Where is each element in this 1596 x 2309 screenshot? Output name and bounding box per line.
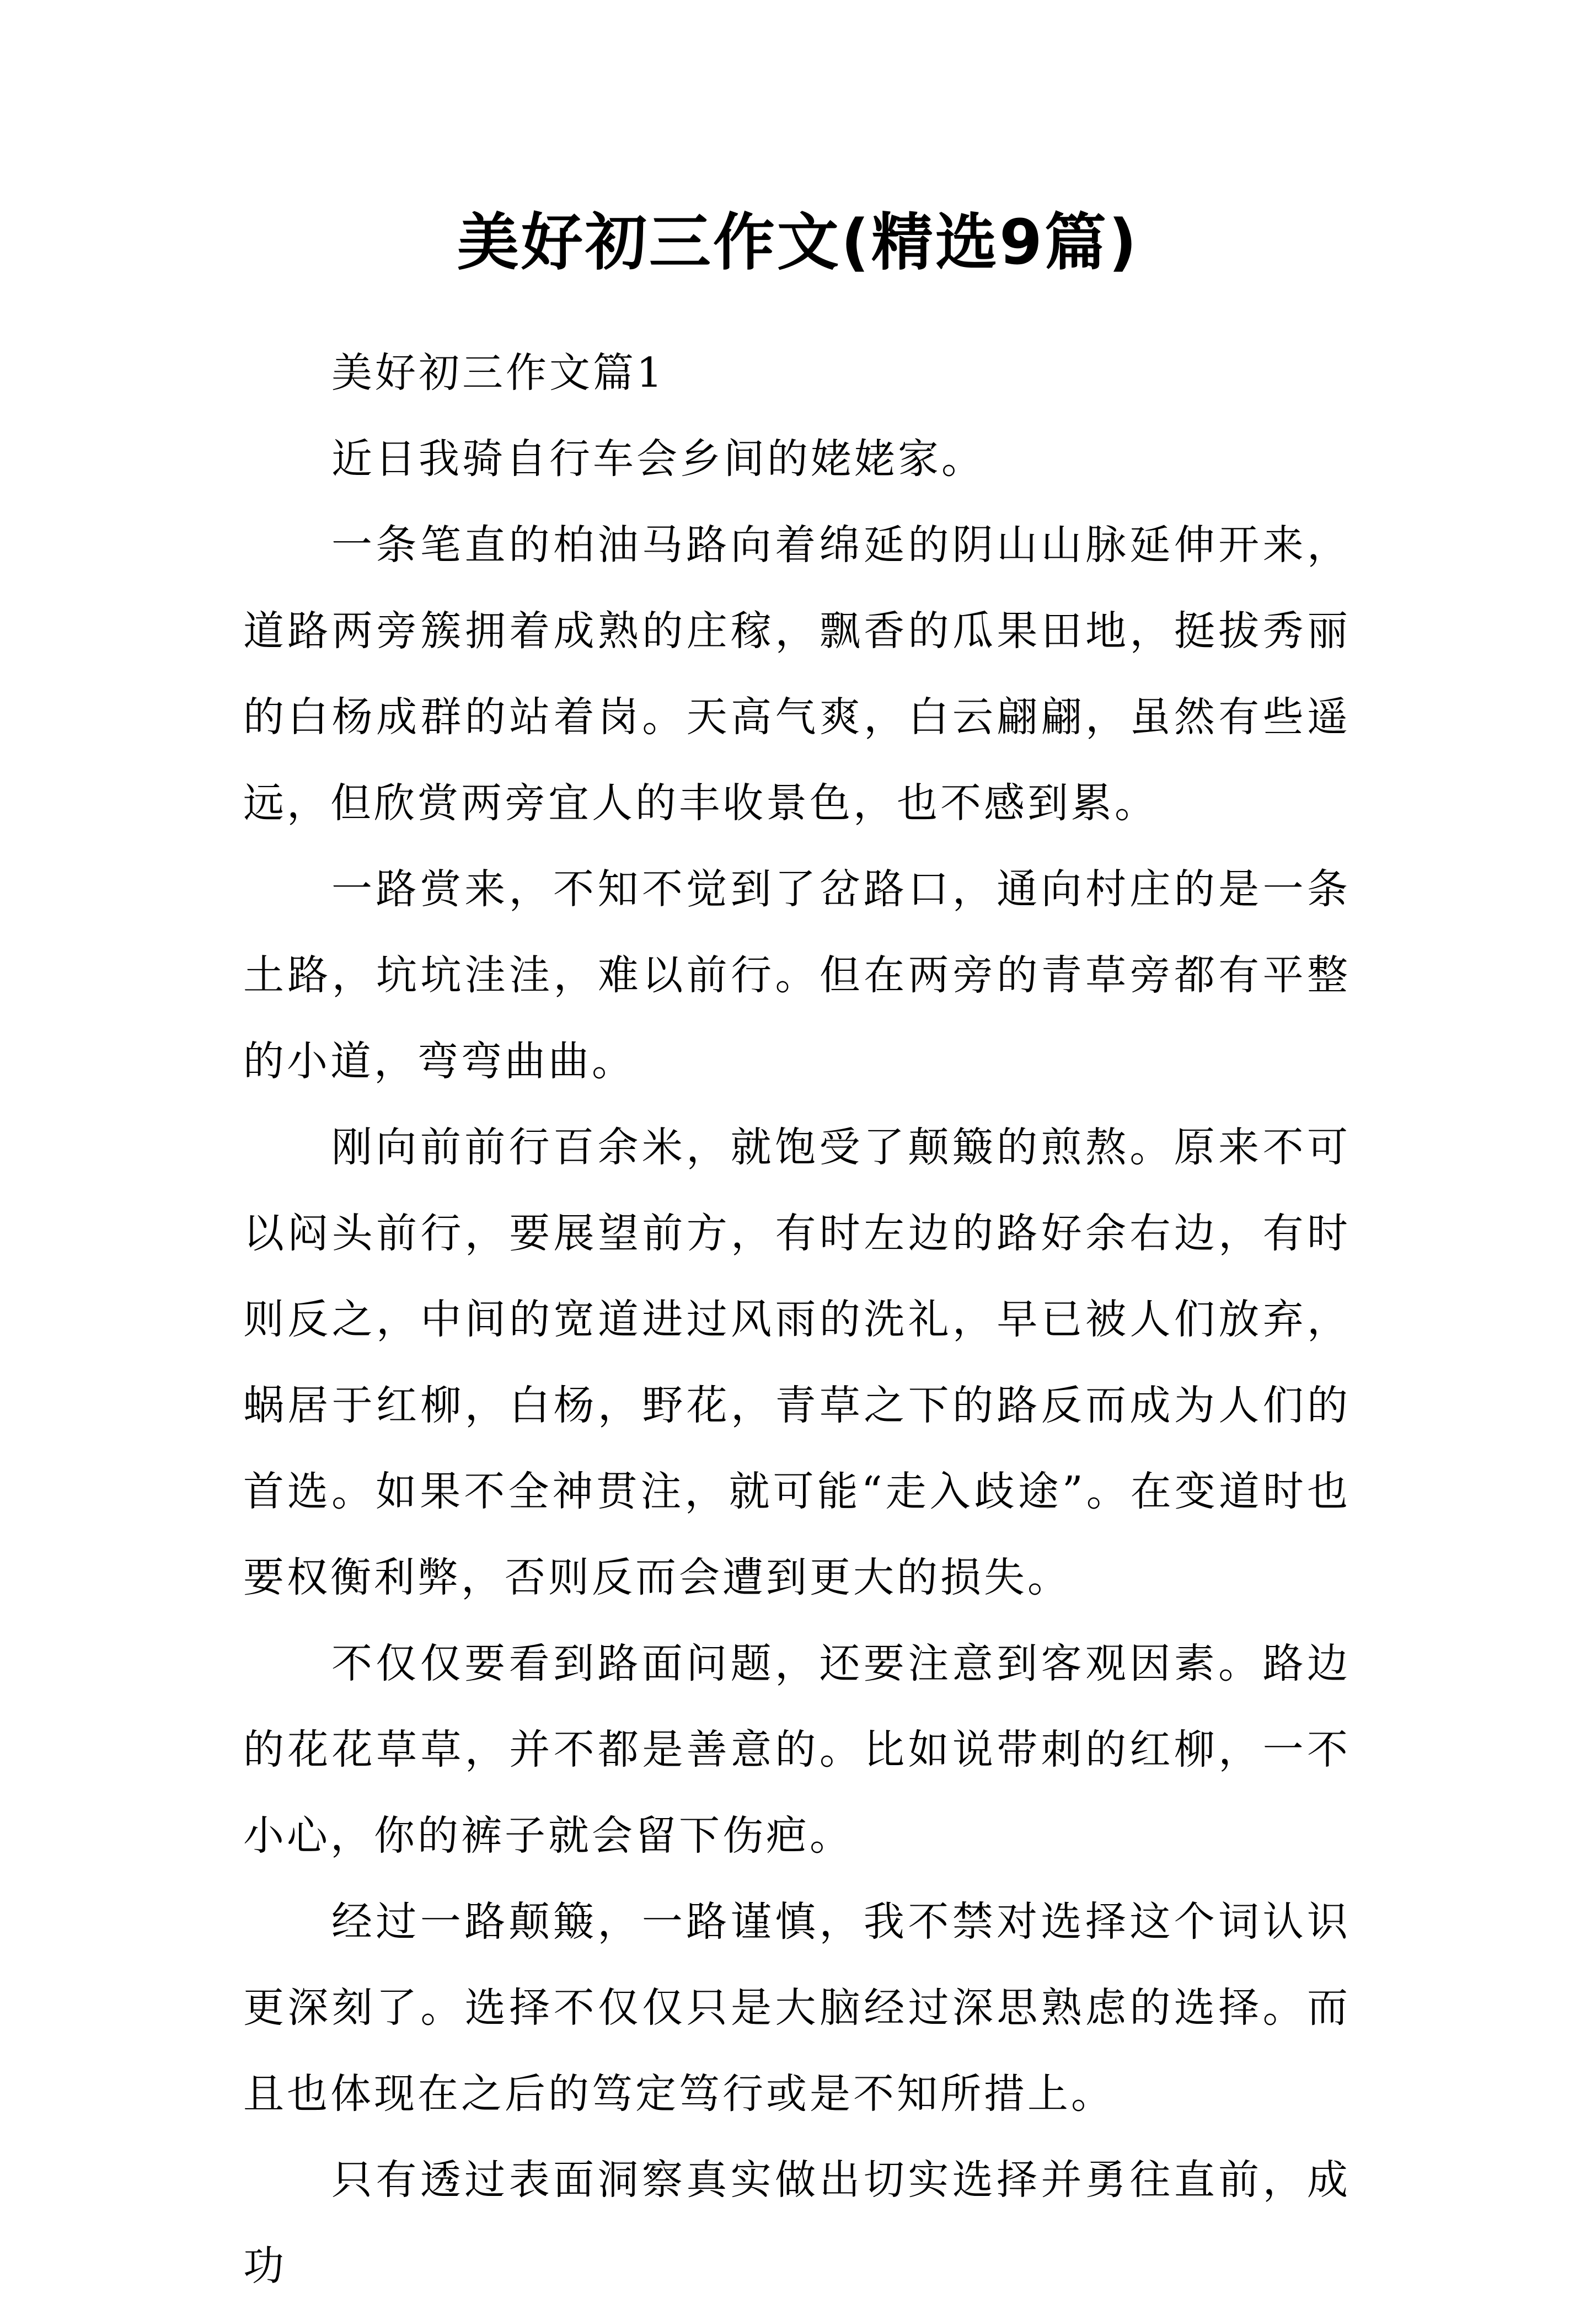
paragraph: 一路赏来，不知不觉到了岔路口，通向村庄的是一条土路，坑坑洼洼，难以前行。但在两旁的青草旁都有平整的小道，弯弯曲曲。 xyxy=(243,865,1351,1085)
document-body xyxy=(243,330,1351,2309)
paragraph: 近日我骑自行车会乡间的姥姥家。 xyxy=(331,435,985,483)
section-heading: 美好初三作文篇1 xyxy=(331,349,666,397)
paragraph: 经过一路颠簸，一路谨慎，我不禁对选择这个词认识更深刻了。选择不仅仅只是大脑经过深思熟虑的选择。而且也体现在之后的笃定笃行或是不知所措上。 xyxy=(243,1898,1351,2118)
paragraph: 不仅仅要看到路面问题，还要注意到客观因素。路边的花花草草，并不都是善意的。比如说带刺的红柳，一不小心，你的裤子就会留下伤疤。 xyxy=(243,1640,1351,1859)
paragraph: 一条笔直的柏油马路向着绵延的阴山山脉延伸开来，道路两旁簇拥着成熟的庄稼，飘香的瓜果田地，挺拔秀丽的白杨成群的站着岗。天高气爽，白云翩翩，虽然有些遥远，但欣赏两旁宜人的丰收景色，也不感到累。 xyxy=(243,521,1351,827)
paragraph: 只有透过表面洞察真实做出切实选择并勇往直前，成功 xyxy=(243,2156,1351,2290)
paragraph: 刚向前前行百余米，就饱受了颠簸的煎熬。原来不可以闷头前行，要展望前方，有时左边的路好余右边，有时则反之，中间的宽道进过风雨的洗礼，早已被人们放弃，蜗居于红柳，白杨，野花，青草之下的路反而成为人们的首选。如果不全神贯注，就可能“走入歧途”。在变道时也要权衡利弊，否则反而会遭到更大的损失。 xyxy=(243,1124,1351,1601)
document-title: 美好初三作文(精选9篇) xyxy=(457,207,1139,279)
